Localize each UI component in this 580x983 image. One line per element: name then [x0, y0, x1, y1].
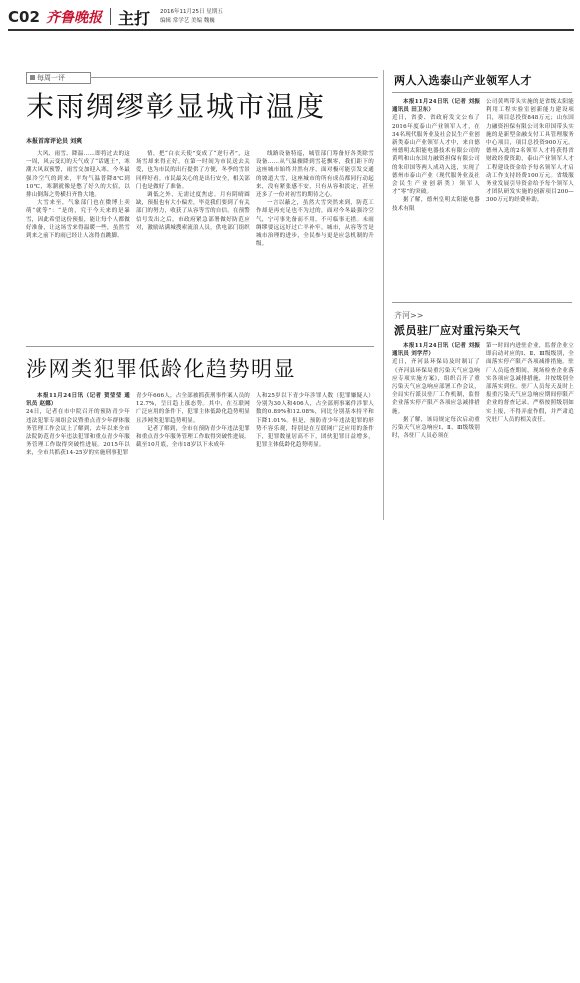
article3-top-rule [26, 346, 374, 347]
article3-col3 [256, 392, 374, 504]
article1-col1 [26, 150, 130, 343]
article3-para: 24日，记者在市中院召开的预防青少年违法犯罪专项组会议暨重点青少年群体服务管理工作会议上了解到，去年以来全市法院防范青少年违法犯罪和重点青少年服务管理工作取得突破性进展。2015年以来，全市共抓获14-25岁的实施刑事犯罪 [26, 409, 130, 457]
article3-para: 人和25岁以下青少年涉罪人数（犯罪嫌疑人）分别为30人和406人，占全部刑事案件涉罪人数的0.89%和12.08%，同比分别基本持平和下降1.01%。但是，预防青少年违法犯罪的形势不容乐观，特别是在互联网广泛应用的条件下，犯罪数量居高不下，团伙犯罪日益增多，犯罪主体低龄化趋势明显。 [256, 393, 374, 449]
column-tag-label: 每周一评 [37, 74, 65, 82]
article4-lead [392, 342, 480, 358]
article2-rule [392, 92, 572, 93]
article2-lead-text: 本报11月24日讯（记者 刘振 通讯员 田卫东） [392, 99, 480, 114]
article4-col2 [486, 342, 574, 492]
article4-kicker: 齐河>> [394, 311, 424, 320]
tag-square-icon [30, 75, 35, 80]
article4-col1 [392, 342, 480, 492]
article2-col1 [392, 98, 480, 298]
article3-lead [26, 392, 130, 408]
article3-para: 青少年666人，占全部被抓获刑事作案人员的12.7%，呈日趋上涨态势。其中，在互联网广泛应用的条件下，犯罪主体低龄化趋势明显且涉网类犯罪趋势明显。 [136, 393, 250, 424]
article2-col2 [486, 98, 574, 298]
editor-line: 编辑 常学艺 美编 魏巍 [160, 18, 215, 24]
paper-logo: 齐鲁晚报 [46, 10, 102, 26]
article2-para: 据了解，德州皇明太阳能电器技术有限 [392, 197, 480, 212]
article2-para: 近日，省委、省政府发文公布了2016年度泰山产业领军人才，在34名现代服务业及社会民生产业创新类泰山产业领军人才中，来自德州德明太阳能电器技术有限公司的黄鸣和山东国力融资担保有限公司的朱印国等两人成功入选，实现了德州市泰山产业（现代服务业及社会民生产业创新类）领军人才“零”的突破。 [392, 115, 480, 196]
article3-lead-text: 本报11月24日讯（记者 贺莹莹 通讯员 赵娜） [26, 393, 130, 408]
article4-top-rule [392, 302, 572, 303]
article4-title: 派员驻厂应对重污染天气 [394, 324, 521, 337]
article1-para: 一言以蔽之，虽然大雪突然来到，防范工作却是再充足也不为过的，面对今冬最强冷空气，宁可事先备而不用，不可临事无措。未雨绸缪要远远好过亡羊补牢。城市，从容等雪是城市治理的进步，全民参与更是应急机制的升级。 [256, 200, 374, 248]
header-rule [8, 29, 574, 31]
article1-byline: 本报首席评论员 刘爽 [26, 138, 83, 145]
article1-para: 大雪来至，气象部门也在微博上卖萌“就等”：“是的，究于今天来的是暴雪，因此希望这份预报，能让每个人都做好准备，让这场雪来得温暖一些，虽然雪到来之前下的雨已经让人冻得直跳脚。 [26, 200, 130, 240]
article3-col1 [26, 392, 130, 504]
page-number: C02 [8, 8, 40, 26]
date-line: 2016年11月25日 星期五 [160, 9, 223, 15]
article4-para: 近日，齐河县环保局及时制订了《齐河县环保局重污染天气应急响应专项实施方案》，组织召开了重污染天气应急响应部署工作会议，全局实行派员驻厂工作机制，监督企业落实停产限产各项应急减排措施。 [392, 359, 480, 415]
article4-lead-text: 本报11月24日讯（记者 刘振 通讯员 刘学芹） [392, 343, 480, 358]
column-tag-rule [90, 77, 378, 78]
article4-para: 据了解，该局规定每次启动重污染天气应急响应Ⅰ、Ⅱ、Ⅲ级级别时，各驻厂人员必须在 [392, 416, 480, 440]
section-divider [383, 70, 384, 520]
article3-title: 涉网类犯罪低龄化趋势明显 [26, 357, 296, 381]
article1-para: 调低之外，无需过度焦虑。月有阴晴圆缺，预报也有大小偏差，毕竟我们要到了有关部门的努力，收获了从容等雪的自信。在预警信号发出之后，市政府紧急部署做好防范应对，激励站满城搜索流浪人员，供电部门组织 [136, 192, 250, 231]
column-tag [26, 72, 91, 84]
article2-lead [392, 98, 480, 114]
article1-col3 [256, 150, 374, 343]
page-header [0, 0, 580, 30]
article2-para: 公司黄鸣带头实施的是省级太阳能利用工程实验室创新能力建设项目，项目总投资848万元；山东国力融资担保有限公司朱印国带头实施的是新型金融支付工具管理服务中心项目，项目总投资900万元。德州入选的2名领军人才将获得省财政经费资助，泰山产业领军人才工程建设资金给予每名领军人才启动工作支持经费100万元。省级服务业发展引导资金给予每个领军人才团队研发实施的创新项目200—300万元的经费补助。 [486, 99, 574, 204]
article1-title: 末雨绸缪彰显城市温度 [26, 90, 327, 123]
article1-col2 [136, 150, 250, 343]
section-title: 主打 [118, 9, 151, 28]
article1-para: 线路设备特巡，城管部门筹备好各类除雪设备……从气温骤降到雪花飘零，我们距下的这座城市始终井然有序，面对极可能引发交通的坡道大雪，这座城市的所有成员都同行动起来，没有紧张感不安，只有从容和淡定，甚至还多了一份对初雪的期待之心。 [256, 151, 374, 199]
header-divider [110, 8, 111, 25]
article3-para: 记者了解到，全市在预防青少年违法犯罪和重点青少年服务管理工作取得突破性进展。截至10月底，全市18岁以下未成年 [136, 425, 250, 449]
article1-para: 大风、雨雪、降温……即将过去的这一周，风云变幻的天气成了“话题王”，寒潮大风双预警，雨雪交加迎入寒，今冬最强冷空气的到来，平均气温普降8℃到10℃，寒潮就像是憋了好久的大招，以排山倒海之势横扫齐鲁大地。 [26, 151, 130, 199]
article4-para: 第一时间内进驻企业，监督企业立即启动对应的Ⅰ、Ⅱ、Ⅲ级级别，全面落实停产限产各项减排措施。驻厂人员巡查期间，现场检查企业落实各项应急减排措施，并按级别全部落实到位。驻厂人员每天及时上报重污染天气应急响应期间停限产企业的督查记录，严格按照级别如实上报，不得弄虚作假，并严肃追究驻厂人员的相关责任。 [486, 343, 574, 423]
article2-title: 两人入选泰山产业领军人才 [394, 74, 532, 87]
article3-col2 [136, 392, 250, 504]
article1-para: 情，把“白衣天使”变成了“逆行者”，这场雪却来得正好，在第一时间为市民送去关爱，也为市民的出行提供了方便，冬季的雪景同样好看。市民最关心的是出行安全，相关部门也是做好了准备。 [136, 151, 250, 190]
